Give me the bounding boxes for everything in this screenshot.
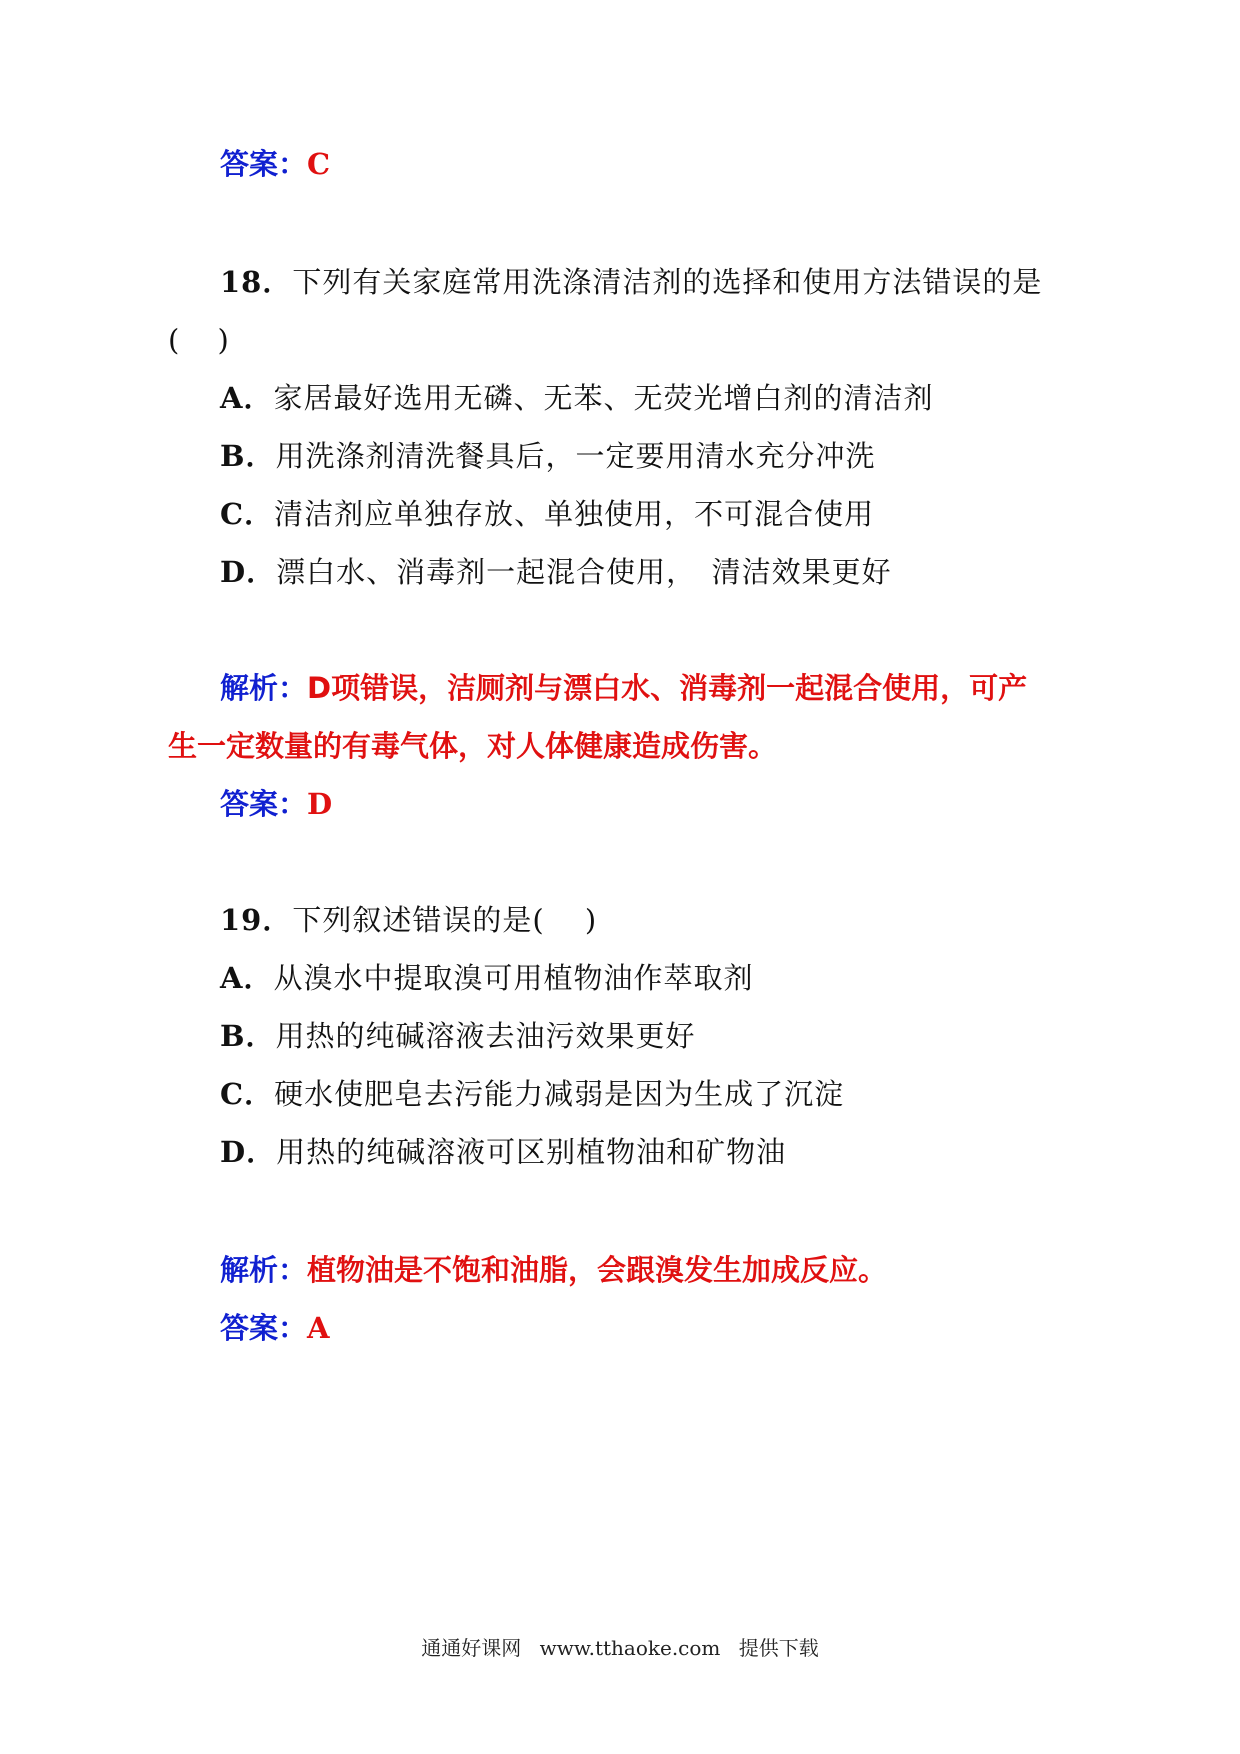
option-text: 漂白水、消毒剂一起混合使用， 清洁效果更好	[276, 555, 892, 589]
question-number: 19．	[220, 903, 293, 937]
option-letter: D．	[220, 1135, 277, 1169]
option-letter: A．	[220, 961, 274, 995]
footer-site-name: 通通好课网	[421, 1636, 522, 1660]
analysis-text: 生一定数量的有毒气体，对人体健康造成伤害。	[168, 729, 778, 763]
prev-answer	[220, 144, 330, 184]
question-18-analysis	[220, 668, 1027, 708]
option-letter: C．	[220, 1077, 275, 1111]
option-letter: B．	[220, 439, 276, 473]
question-19-answer	[220, 1308, 330, 1348]
question-19-option-c	[220, 1074, 844, 1114]
question-19-analysis	[220, 1250, 887, 1290]
option-letter: A．	[220, 381, 274, 415]
question-18-option-d	[220, 552, 892, 592]
option-letter: C．	[220, 497, 275, 531]
question-18-option-c	[220, 494, 874, 534]
question-18-bracket: ( )	[168, 323, 229, 357]
answer-label: 答案：	[220, 1311, 308, 1345]
answer-label: 答案：	[220, 147, 308, 181]
option-letter: D．	[220, 555, 277, 589]
option-text: 硬水使肥皂去污能力减弱是因为生成了沉淀	[274, 1077, 845, 1111]
option-letter: B．	[220, 1019, 276, 1053]
option-text: 用洗涤剂清洗餐具后，一定要用清水充分冲洗	[275, 439, 876, 473]
analysis-text: D项错误，洁厕剂与漂白水、消毒剂一起混合使用，可产	[307, 671, 1028, 705]
question-18-analysis-cont	[168, 726, 777, 766]
question-number: 18．	[220, 265, 293, 299]
analysis-text: 植物油是不饱和油脂，会跟溴发生加成反应。	[307, 1253, 888, 1287]
analysis-label: 解析：	[220, 671, 308, 705]
answer-value: A	[307, 1311, 330, 1345]
question-19-stem	[220, 900, 597, 940]
question-18-option-b	[220, 436, 876, 476]
option-text: 清洁剂应单独存放、单独使用，不可混合使用	[274, 497, 875, 531]
question-18-stem	[220, 262, 1042, 302]
answer-value: D	[307, 787, 333, 821]
option-text: 用热的纯碱溶液去油污效果更好	[275, 1019, 696, 1053]
question-text: 下列叙述错误的是	[292, 903, 533, 937]
analysis-label: 解析：	[220, 1253, 308, 1287]
option-text: 家居最好选用无磷、无苯、无荧光增白剂的清洁剂	[273, 381, 934, 415]
option-text: 从溴水中提取溴可用植物油作萃取剂	[273, 961, 754, 995]
question-text: 下列有关家庭常用洗涤清洁剂的选择和使用方法错误的是	[292, 265, 1043, 299]
question-19-option-d	[220, 1132, 786, 1172]
footer-url[interactable]: www.tthaoke.com	[539, 1636, 721, 1660]
option-text: 用热的纯碱溶液可区别植物油和矿物油	[276, 1135, 787, 1169]
footer-suffix: 提供下载	[738, 1636, 819, 1660]
question-18-option-a	[220, 378, 934, 418]
question-19-option-a	[220, 958, 754, 998]
question-19-option-b	[220, 1016, 696, 1056]
answer-value: C	[307, 147, 331, 181]
answer-label: 答案：	[220, 787, 308, 821]
question-18-answer	[220, 784, 332, 824]
question-bracket: ( )	[532, 903, 598, 937]
page-footer	[0, 1632, 1240, 1661]
